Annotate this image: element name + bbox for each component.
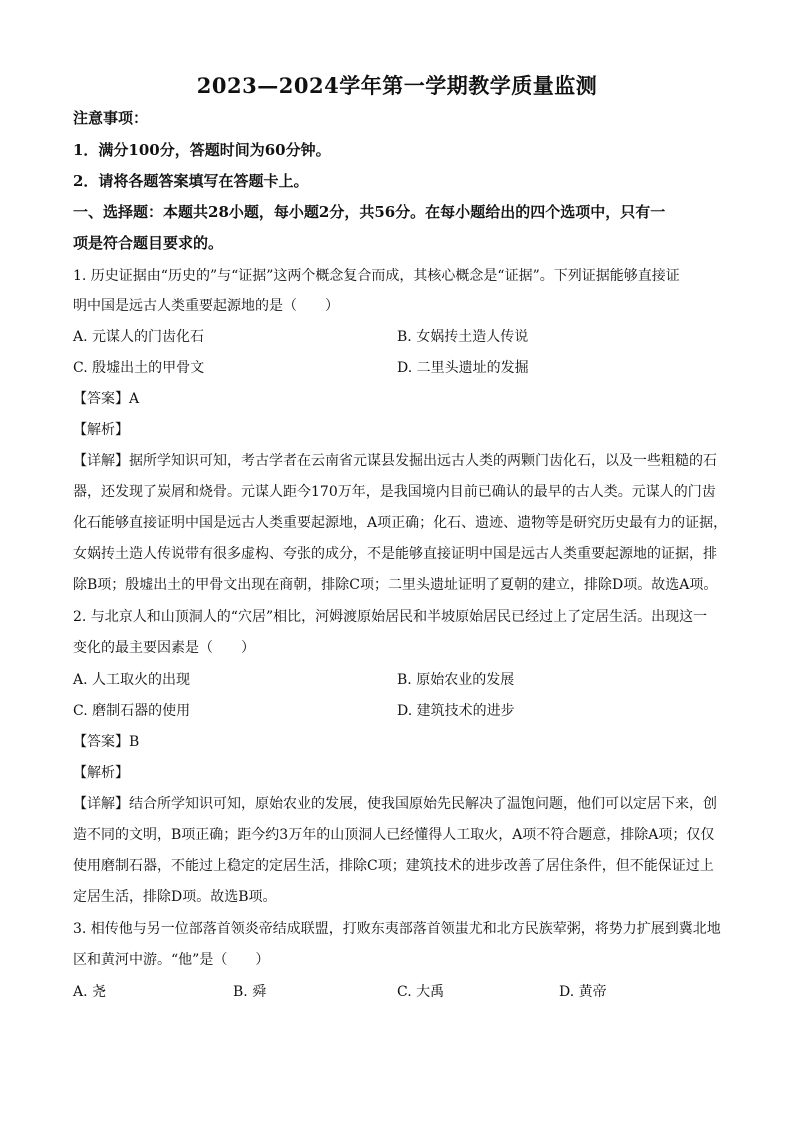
option-a: A. 人工取火的出现: [73, 672, 191, 688]
option-d: D. 黄帝: [559, 984, 607, 1000]
page-title: 2023—2024学年第一学期教学质量监测: [196, 73, 598, 98]
question-stem: 变化的最主要因素是（ ）: [73, 640, 255, 656]
question-stem: 3. 相传他与另一位部落首领炎帝结成联盟，打败东夷部落首领蚩尤和北方民族荤粥，将势力扩展到冀北地: [73, 921, 721, 937]
detail-line: 化石能够直接证明中国是远古人类重要起源地，A项正确；化石、遗迹、遗物等是研究历史最有力的证据，: [73, 515, 728, 531]
option-b: B. 女娲抟土造人传说: [397, 329, 529, 345]
question-stem: 2. 与北京人和山顶洞人的“穴居”相比，河姆渡原始居民和半坡原始居民已经过上了定居生活。出现这一: [73, 609, 708, 625]
question-stem: 1. 历史证据由“历史的”与“证据”这两个概念复合而成，其核心概念是“证据”。下列证据能够直接证: [73, 268, 680, 284]
detail-line: 造不同的文明，B项正确；距今约3万年的山顶洞人已经懂得人工取火，A项不符合题意，排除A项；仅仅: [73, 827, 715, 843]
notice-item: 1．满分100分，答题时间为60分钟。: [73, 141, 331, 159]
section-heading-cont: 项是符合题目要求的。: [73, 234, 224, 252]
analysis-tag: 【解析】: [73, 765, 129, 781]
detail-line: 【详解】据所学知识可知，考古学者在云南省元谋县发掘出远古人类的两颗门齿化石，以及一些粗糙的石: [73, 453, 717, 469]
notice-item: 2．请将各题答案填写在答题卡上。: [73, 172, 309, 190]
detail-line: 【详解】结合所学知识可知，原始农业的发展，使我国原始先民解决了温饱问题，他们可以定居下来，创: [73, 796, 717, 812]
detail-line: 定居生活，排除D项。故选B项。: [73, 889, 277, 905]
answer-tag: 【答案】A: [73, 391, 140, 407]
analysis-tag: 【解析】: [73, 422, 129, 438]
option-d: D. 建筑技术的进步: [397, 703, 515, 719]
option-a: A. 元谋人的门齿化石: [73, 329, 205, 345]
option-b: B. 原始农业的发展: [397, 672, 515, 688]
notice-heading: 注意事项：: [73, 109, 149, 127]
section-heading: 一、选择题：本题共28小题，每小题2分，共56分。在每小题给出的四个选项中，只有一: [73, 203, 666, 221]
question-stem: 区和黄河中游。“他”是（ ）: [73, 952, 270, 968]
option-c: C. 大禹: [397, 984, 445, 1000]
question-stem: 明中国是远古人类重要起源地的是（ ）: [73, 298, 339, 314]
option-c: C. 磨制石器的使用: [73, 703, 191, 719]
detail-line: 使用磨制石器，不能过上稳定的定居生活，排除C项；建筑技术的进步改善了居住条件，但不能保证过上: [73, 858, 714, 874]
detail-line: 女娲抟土造人传说带有很多虚构、夸张的成分，不是能够直接证明中国是远古人类重要起源地的证据，排: [73, 546, 717, 562]
option-c: C. 殷墟出土的甲骨文: [73, 360, 205, 376]
answer-tag: 【答案】B: [73, 734, 140, 750]
detail-line: 器，还发现了炭屑和烧骨。元谋人距今170万年，是我国境内目前已确认的最早的古人类。元谋人的门齿: [73, 484, 716, 500]
option-a: A. 尧: [73, 984, 107, 1000]
detail-line: 除B项；殷墟出土的甲骨文出现在商朝，排除C项；二里头遗址证明了夏朝的建立，排除D项。故选A项。: [73, 577, 718, 593]
option-b: B. 舜: [233, 984, 267, 1000]
option-d: D. 二里头遗址的发掘: [397, 360, 529, 376]
